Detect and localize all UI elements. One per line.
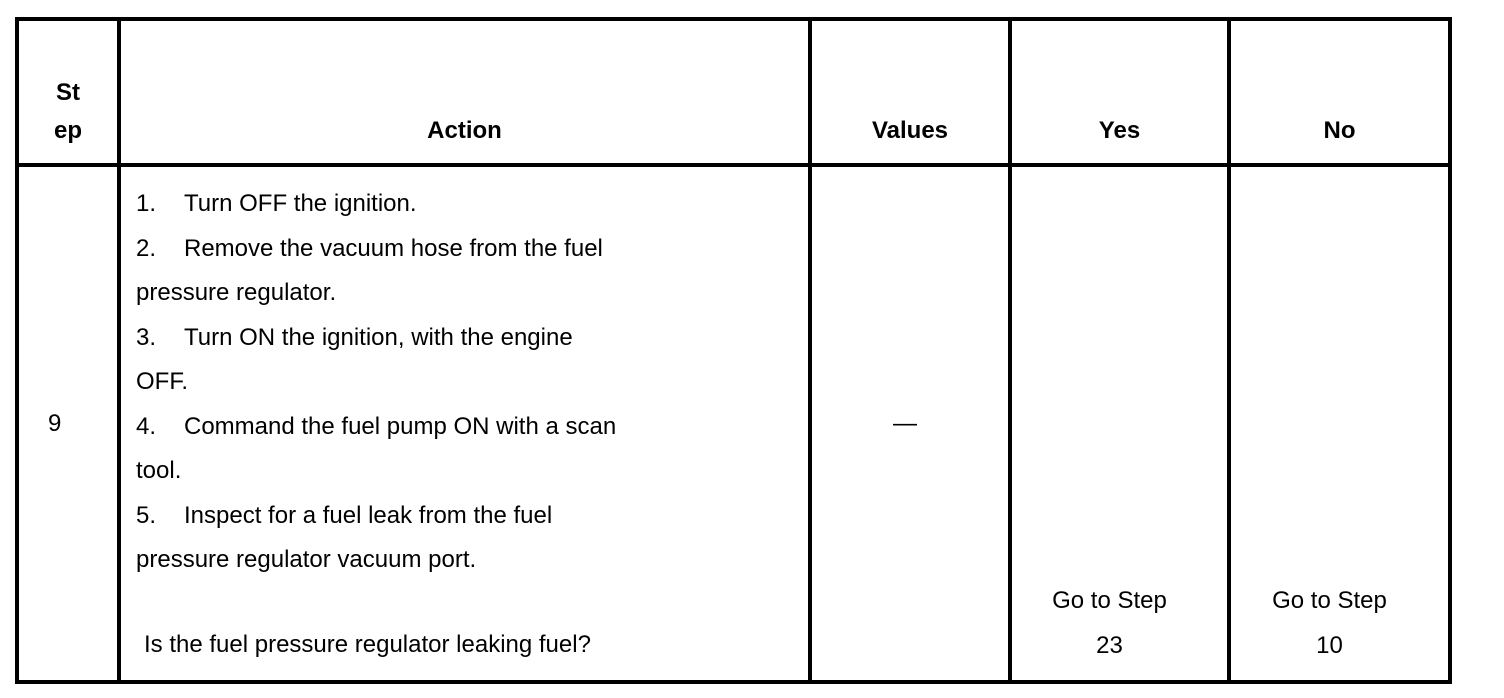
table-top-border: [15, 17, 1452, 21]
action-item-3-text: Turn ON the ignition, with the engine: [184, 323, 573, 351]
no-line2: 10: [1316, 631, 1343, 659]
action-list: [136, 182, 616, 583]
header-step-line1: St: [56, 79, 80, 106]
question: Is the fuel pressure regulator leaking fuel?: [144, 631, 591, 658]
table-right-border: [1448, 17, 1452, 684]
action-item-3-number: 3.: [136, 323, 157, 351]
action-item-4-number: 4.: [136, 412, 157, 440]
action-item-5-text: Inspect for a fuel leak from the fuel: [184, 501, 553, 529]
action-item-3: [136, 316, 616, 361]
action-item-4-continued: tool.: [136, 457, 182, 484]
yes-cell: [1012, 579, 1207, 668]
yes-line2: 23: [1096, 631, 1123, 659]
action-item-4-text: Command the fuel pump ON with a scan: [184, 412, 617, 440]
action-item-3-continued: OFF.: [136, 368, 188, 395]
header-bottom-border: [15, 163, 1452, 167]
action-item-2: [136, 227, 616, 272]
header-action: Action: [427, 117, 502, 144]
table-bottom-border: [15, 680, 1452, 684]
action-item-2-text: Remove the vacuum hose from the fuel: [184, 234, 603, 262]
step-number: 9: [48, 410, 62, 437]
header-step: [19, 74, 117, 150]
action-item-5-continued: pressure regulator vacuum port.: [136, 546, 477, 573]
action-item-1-number: 1.: [136, 190, 157, 217]
action-item-4: [136, 405, 616, 450]
header-values: Values: [871, 117, 949, 144]
action-item-5: [136, 494, 616, 539]
no-line1: Go to Step: [1272, 587, 1387, 614]
header-no: No: [1323, 117, 1356, 144]
values-cell: —: [893, 410, 917, 437]
action-item-2-continued: pressure regulator.: [136, 279, 337, 306]
action-item-2-number: 2.: [136, 234, 157, 262]
no-cell: [1231, 579, 1428, 668]
header-step-line2: ep: [53, 117, 82, 144]
action-item-1: [136, 182, 616, 227]
header-yes: Yes: [1098, 117, 1141, 144]
action-item-5-number: 5.: [136, 501, 157, 529]
yes-line1: Go to Step: [1052, 587, 1167, 614]
action-item-1-text: Turn OFF the ignition.: [184, 190, 417, 217]
